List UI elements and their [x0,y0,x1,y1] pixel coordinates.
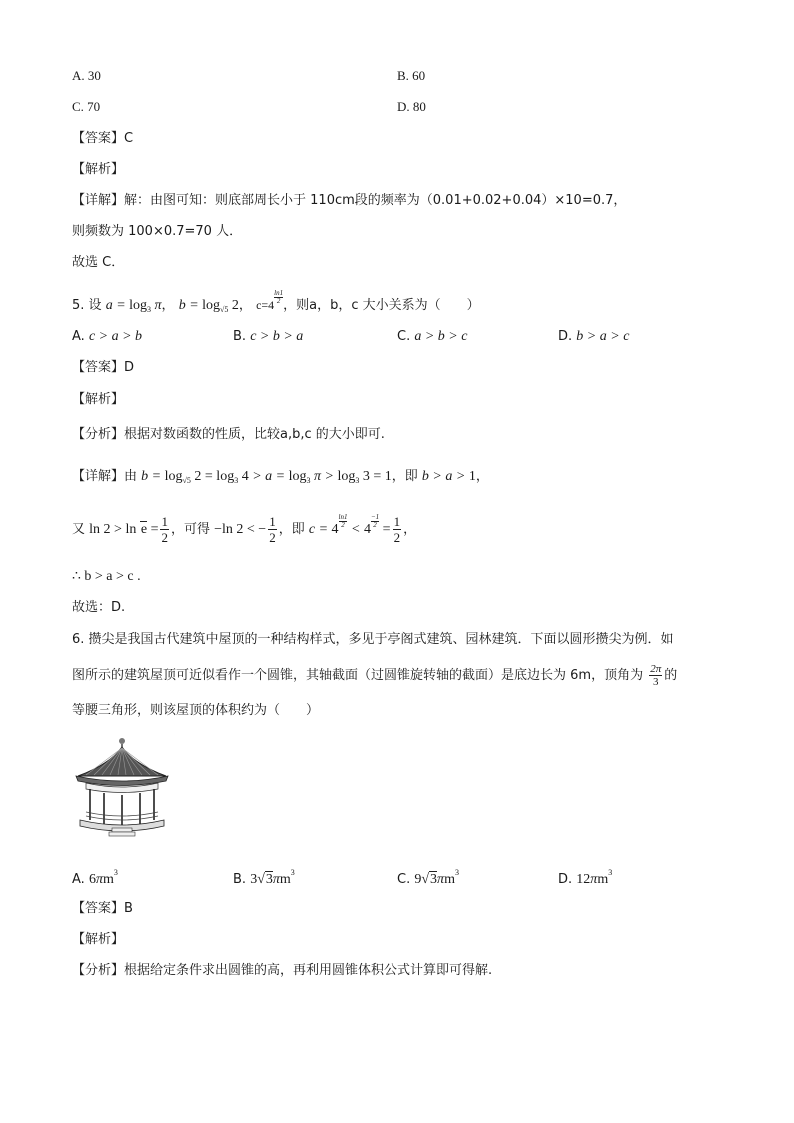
q6-line2-a: 图所示的建筑屋顶可近似看作一个圆锥，其轴截面（过圆锥旋转轴的截面）是底边长为 6m，顶角为 [72,668,644,683]
q5-ln-compare: ln 2 > ln e = [89,522,159,537]
q6-option-a-value: $6\pi m^3$ [88,868,118,887]
q6-analysis-text: 根据给定条件求出圆锥的高，再利用圆锥体积公式计算即可得解. [124,963,493,978]
q6-option-b-label: B. [233,872,247,887]
q6-option-d [558,864,612,889]
q6-option-c-label: C. [397,872,411,887]
q5-detail-mid: ，即 [391,469,418,484]
q5-option-a-text: c > a > b [88,329,143,344]
q4-conclusion: 故选 C． [72,255,125,270]
q6-option-d-label: D. [558,872,573,887]
q5-frac-half-2: $\frac{1}{2}$ [269,514,276,545]
q5-analysis-label: 【解析】 [72,392,125,407]
q4-option-c: C. 70 [72,99,101,114]
q6-analysis-prefix: 【分析】 [72,963,125,978]
q4-detail-prefix: 【详解】 [72,193,125,208]
q6-option-a-label: A. [72,872,85,887]
q6-angle-fraction: $\frac{2\pi}{3}$ [650,663,662,688]
q5-detail: 【详解】由 $b = \log_{√5} 2 = \log_3 4 > a = \log_3 \pi > \log_3 3 = 1$，即 b > a > 1， [72,469,489,485]
q6-option-b [233,864,295,889]
q4-count-line: 则频数为 100×0.7=70 人． [72,224,243,239]
q5-option-c-label: C. [397,329,411,344]
q5-analysis [72,426,385,444]
q5-option-d-text: b > a > c [576,329,630,344]
q6-analysis [72,962,492,980]
q5-number: 5. 设 [72,298,102,313]
q5-option-b-text: c > b > a [250,329,304,344]
q5-expr-a: $a = \log_3 \pi$ [105,298,162,314]
pavilion-figure [72,734,172,840]
q6-analysis-label: 【解析】 [72,932,125,947]
q4-option-b: B. 60 [397,68,426,83]
q5-line2-mid2: ，即 [278,522,305,537]
q5-option-a-label: A. [72,329,85,344]
q6-line1: 6. 攒尖是我国古代建筑中屋顶的一种结构样式，多见于亭阁式建筑、园林建筑．下面以圆形攒尖为例．如 [72,632,674,647]
q5-option-d [558,328,629,346]
q4-detail [72,192,626,210]
q5-analysis-prefix: 【分析】 [72,427,125,442]
q5-option-c-text: a > b > c [414,329,468,344]
q6-option-d-value: $12\pi m^3$ [576,868,613,887]
q5-c-compare: c = 4 $\frac{\ln 1}{2}$ < 4 $\frac{-1}{2}$ = [308,513,391,537]
q6-option-b-value: $3√3\pi m^3$ [250,868,295,887]
q5-detail-lead: 由 [124,469,138,484]
q5-line2: 又 ln 2 > ln e = $\frac{1}{2}$ ，可得 −ln 2 < − $\frac{1}{2}$ ，即 c = 4 $\frac{\ln 1}{2}$ < 4 $\frac{-1}{2}$ = $\frac{1}{2}$ ， [72,513,417,545]
q6-option-c [397,864,459,889]
q5-tail: ，则a，b，c 大小关系为（ ） [283,298,480,313]
q5-option-b-label: B. [233,329,247,344]
q5-option-b [233,328,303,346]
q5-answer: 【答案】D [72,360,135,375]
q5-expr-c: c=4 $\frac{\ln 1}{2}$ [256,289,284,312]
q6-line2-b: 的 [664,668,678,683]
q5-line2-mid: ，可得 [170,522,210,537]
q5-neg-ln: −ln 2 < − [214,522,267,537]
q5-detail-result: b > a > 1 [421,469,476,484]
q5-option-d-label: D. [558,329,573,344]
q6-option-c-value: $9√3\pi m^3$ [414,868,459,887]
q5-option-a [72,328,142,346]
q5-frac-half-3: $\frac{1}{2}$ [393,514,401,545]
q5-line2-lead: 又 [72,522,86,537]
q5-frac-half-1: $\frac{1}{2}$ [161,514,168,545]
q5-stem: 5. 设 $a = \log_3 \pi$， $b = \log_{√5} 2$， c=4 $\frac{\ln 1}{2}$ ，则a，b，c 大小关系为（ ） [72,289,480,314]
q4-analysis-label: 【解析】 [72,162,125,177]
q5-conclusion: 故选：D. [72,600,126,615]
q5-expr-b: $b = \log_{√5} 2$ [178,298,239,314]
q6-answer: 【答案】B [72,901,133,916]
q4-option-a: A. 30 [72,68,101,83]
q6-line3: 等腰三角形，则该屋顶的体积约为（ ） [72,703,320,718]
q5-detail-prefix: 【详解】 [72,469,125,484]
q5-analysis-text: 根据对数函数的性质，比较a,b,c 的大小即可. [124,427,385,442]
q5-option-c [397,328,467,346]
q6-option-a [72,864,118,889]
q5-detail-chain: $b = \log_{√5} 2 = \log_3 4 > a = \log_3 \pi > \log_3 3 = 1$ [141,469,392,485]
q4-detail-text: 解：由图可知：则底部周长小于 110cm段的频率为（0.01+0.02+0.04）×10=0.7， [124,193,627,208]
q4-answer: 【答案】C [72,131,134,146]
q4-option-d: D. 80 [397,99,426,114]
pavilion-drawing [72,734,172,840]
q6-line2 [72,660,677,692]
q5-therefore: ∴ b > a > c . [72,569,141,584]
